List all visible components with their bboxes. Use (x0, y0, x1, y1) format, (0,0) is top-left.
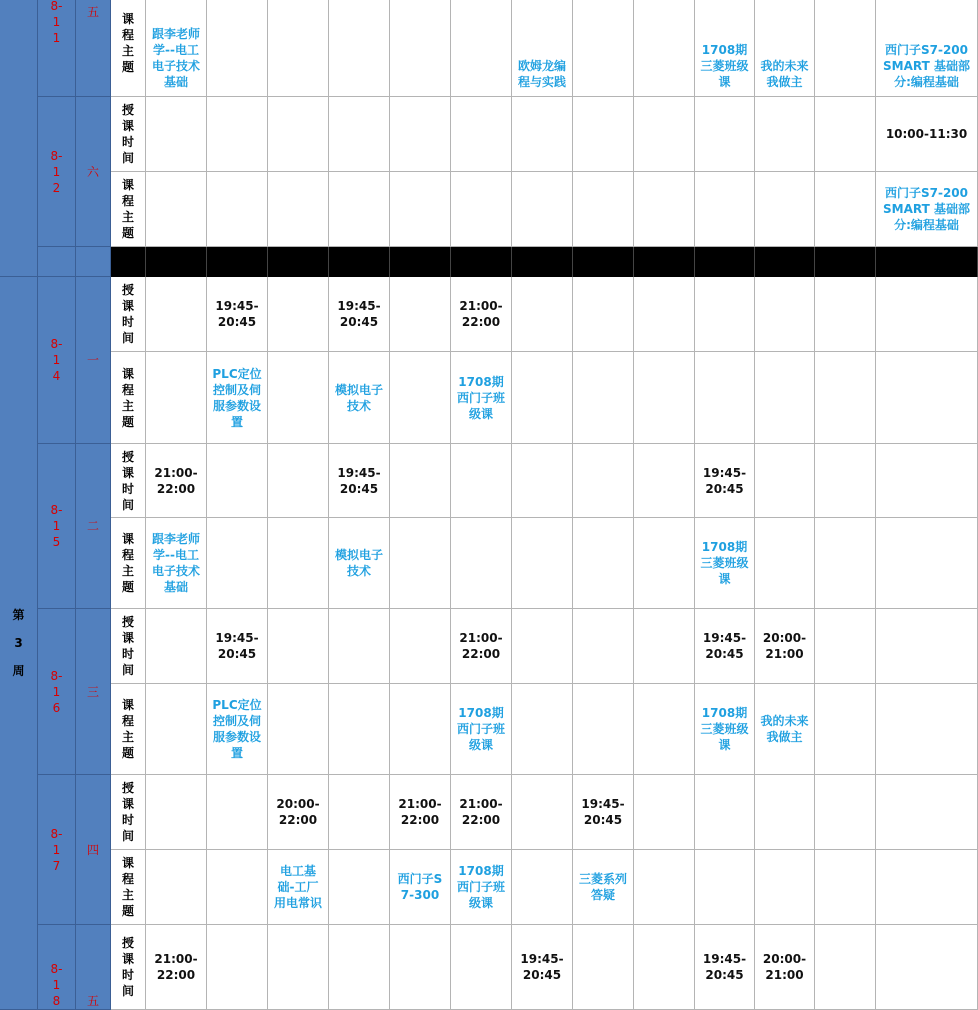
topic-cell (755, 352, 815, 444)
time-cell (390, 444, 451, 518)
time-cell (755, 277, 815, 352)
topic-cell (573, 352, 634, 444)
topic-cell (390, 518, 451, 609)
topic-cell (695, 684, 755, 775)
time-text: 19:45-20:45 (337, 299, 381, 329)
separator-cell (755, 247, 815, 277)
topic-cell (512, 850, 573, 925)
weekday-label: 三 (86, 684, 99, 699)
row-type-label (111, 925, 146, 1010)
topic-cell (695, 850, 755, 925)
topic-cell (146, 0, 207, 97)
time-cell (573, 277, 634, 352)
row-type-label (111, 277, 146, 352)
weekday-label: 五 (86, 5, 99, 19)
time-cell (876, 277, 978, 352)
topic-text: 跟李老师学--电工电子技术基础 (151, 27, 200, 89)
topic-cell (329, 352, 390, 444)
date-label: 8-17 (50, 826, 63, 873)
date-cell (38, 0, 76, 97)
topic-cell (876, 850, 978, 925)
separator-cell (815, 247, 876, 277)
time-cell (207, 925, 268, 1010)
topic-cell (268, 172, 329, 247)
topic-text: 模拟电子技术 (334, 382, 383, 413)
time-cell (451, 925, 512, 1010)
time-cell (815, 925, 876, 1010)
date-label: 8-12 (50, 148, 63, 195)
topic-text: 欧姆龙编程与实践 (517, 59, 566, 89)
separator-cell (207, 247, 268, 277)
topic-text: 跟李老师学--电工电子技术基础 (151, 532, 200, 594)
topic-cell (329, 684, 390, 775)
time-cell (512, 609, 573, 684)
date-label: 8-16 (50, 668, 63, 715)
row-type-text: 授课时间 (121, 449, 134, 512)
week-cell (0, 277, 38, 1010)
topic-cell (512, 684, 573, 775)
topic-cell (815, 172, 876, 247)
topic-cell (634, 850, 695, 925)
time-cell (329, 444, 390, 518)
time-cell (815, 444, 876, 518)
time-cell (207, 609, 268, 684)
time-cell (695, 277, 755, 352)
topic-cell (329, 0, 390, 97)
time-cell (329, 277, 390, 352)
topic-cell (329, 850, 390, 925)
weekday-cell (76, 0, 111, 97)
time-text: 20:00-21:00 (762, 952, 807, 982)
time-cell (755, 97, 815, 172)
row-type-text: 课程主题 (121, 366, 134, 429)
topic-text: 西门子S7-300 (397, 872, 443, 902)
separator-cell (146, 247, 207, 277)
time-cell (512, 444, 573, 518)
time-cell (268, 277, 329, 352)
time-cell (755, 925, 815, 1010)
topic-text: 1708期三菱班级课 (700, 706, 749, 752)
time-cell (268, 775, 329, 850)
topic-cell (451, 850, 512, 925)
date-cell (38, 97, 76, 247)
topic-cell (573, 0, 634, 97)
topic-cell (755, 684, 815, 775)
time-cell (451, 775, 512, 850)
row-type-text: 课程主题 (121, 698, 134, 760)
topic-cell (876, 684, 978, 775)
separator-cell (329, 247, 390, 277)
time-cell (329, 97, 390, 172)
row-type-label (111, 850, 146, 925)
topic-cell (755, 850, 815, 925)
topic-text: 三菱系列答疑 (578, 872, 627, 902)
row-type-label (111, 97, 146, 172)
time-cell (634, 277, 695, 352)
separator-cell (451, 247, 512, 277)
time-cell (815, 609, 876, 684)
time-text: 10:00-11:30 (885, 127, 968, 141)
time-cell (634, 775, 695, 850)
topic-text: 我的未来我做主 (760, 59, 809, 89)
topic-cell (451, 352, 512, 444)
weekday-cell (76, 925, 111, 1010)
date-cell (38, 444, 76, 609)
weekday-cell (76, 277, 111, 444)
time-cell (755, 444, 815, 518)
time-cell (329, 609, 390, 684)
time-text: 19:45-20:45 (581, 797, 625, 827)
time-cell (876, 925, 978, 1010)
time-text: 19:45-20:45 (215, 299, 259, 329)
topic-cell (695, 172, 755, 247)
date-cell (38, 609, 76, 775)
time-cell (390, 277, 451, 352)
time-cell (390, 97, 451, 172)
time-cell (876, 609, 978, 684)
date-cell (38, 775, 76, 925)
topic-cell (755, 518, 815, 609)
date-label: 8-11 (50, 0, 63, 45)
time-cell (634, 925, 695, 1010)
row-type-label (111, 444, 146, 518)
topic-cell (755, 172, 815, 247)
time-cell (329, 775, 390, 850)
topic-cell (207, 850, 268, 925)
separator-cell (390, 247, 451, 277)
separator-cell (876, 247, 978, 277)
topic-cell (390, 0, 451, 97)
topic-cell (390, 850, 451, 925)
topic-cell (207, 0, 268, 97)
time-cell (268, 444, 329, 518)
time-cell (390, 775, 451, 850)
time-text: 20:00-22:00 (276, 797, 320, 827)
row-type-text: 课程主题 (121, 178, 134, 240)
weekday-label: 六 (86, 164, 99, 179)
row-type-label (111, 684, 146, 775)
topic-cell (390, 352, 451, 444)
topic-cell (207, 172, 268, 247)
time-cell (268, 609, 329, 684)
weekday-cell (76, 97, 111, 247)
row-type-text: 课程主题 (121, 12, 134, 74)
time-cell (634, 609, 695, 684)
row-type-text: 课程主题 (121, 532, 134, 594)
weekday-label: 四 (86, 842, 99, 857)
topic-cell (634, 352, 695, 444)
topic-cell (329, 172, 390, 247)
topic-text: 1708期三菱班级课 (700, 540, 749, 586)
topic-cell (207, 518, 268, 609)
time-cell (390, 609, 451, 684)
topic-text: 1708期西门子班级课 (456, 864, 505, 910)
time-text: 21:00-22:00 (154, 465, 198, 496)
topic-cell (390, 684, 451, 775)
time-cell (876, 97, 978, 172)
time-cell (207, 277, 268, 352)
time-cell (573, 609, 634, 684)
weekday-label: 二 (86, 519, 99, 533)
time-cell (815, 775, 876, 850)
time-cell (755, 609, 815, 684)
topic-cell (573, 684, 634, 775)
topic-cell (268, 518, 329, 609)
time-cell (451, 97, 512, 172)
date-cell (38, 277, 76, 444)
time-cell (146, 925, 207, 1010)
time-cell (146, 609, 207, 684)
time-cell (695, 925, 755, 1010)
topic-cell (755, 0, 815, 97)
time-cell (695, 97, 755, 172)
time-cell (695, 775, 755, 850)
time-text: 19:45-20:45 (337, 465, 381, 496)
topic-cell (268, 850, 329, 925)
separator-cell (512, 247, 573, 277)
topic-cell (695, 352, 755, 444)
date-label: 8-15 (50, 503, 63, 549)
time-cell (146, 97, 207, 172)
time-cell (268, 97, 329, 172)
date-label: 8-14 (50, 337, 63, 383)
separator-cell (634, 247, 695, 277)
time-cell (207, 97, 268, 172)
time-cell (573, 97, 634, 172)
time-cell (512, 277, 573, 352)
topic-text: PLC定位控制及伺服参数设置 (212, 698, 262, 760)
topic-cell (815, 850, 876, 925)
topic-text: PLC定位控制及伺服参数设置 (212, 366, 262, 429)
time-text: 19:45-20:45 (215, 631, 259, 661)
time-cell (695, 444, 755, 518)
topic-cell (634, 684, 695, 775)
date-label: 8-18 (50, 962, 63, 1008)
time-cell (634, 97, 695, 172)
topic-cell (815, 518, 876, 609)
topic-cell (268, 0, 329, 97)
time-cell (268, 925, 329, 1010)
row-type-label (111, 0, 146, 97)
row-type-text: 授课时间 (121, 936, 134, 998)
topic-cell (268, 684, 329, 775)
separator-cell (111, 247, 146, 277)
topic-text: 1708期西门子班级课 (456, 374, 505, 421)
time-cell (512, 97, 573, 172)
topic-cell (207, 352, 268, 444)
separator-cell (695, 247, 755, 277)
weekday-label: 五 (86, 994, 99, 1008)
topic-cell (451, 0, 512, 97)
weekday-cell (76, 247, 111, 277)
time-cell (329, 925, 390, 1010)
topic-cell (268, 352, 329, 444)
row-type-text: 课程主题 (121, 856, 134, 918)
week-column-top (0, 0, 38, 277)
time-text: 19:45-20:45 (702, 952, 747, 982)
time-text: 21:00-22:00 (154, 952, 198, 982)
topic-cell (451, 172, 512, 247)
topic-cell (146, 352, 207, 444)
time-text: 21:00-22:00 (398, 797, 442, 827)
separator-cell (268, 247, 329, 277)
topic-cell (146, 850, 207, 925)
topic-text: 1708期三菱班级课 (700, 43, 749, 89)
row-type-text: 授课时间 (121, 781, 134, 843)
date-cell (38, 247, 76, 277)
time-cell (451, 609, 512, 684)
time-cell (815, 277, 876, 352)
time-cell (573, 925, 634, 1010)
row-type-label (111, 172, 146, 247)
time-cell (146, 444, 207, 518)
topic-cell (390, 172, 451, 247)
topic-cell (512, 172, 573, 247)
time-text: 20:00-21:00 (762, 631, 807, 661)
weekday-cell (76, 444, 111, 609)
time-cell (146, 277, 207, 352)
date-cell (38, 925, 76, 1010)
topic-cell (634, 518, 695, 609)
topic-cell (146, 684, 207, 775)
topic-cell (512, 0, 573, 97)
topic-text: 电工基础-工厂用电常识 (273, 864, 322, 910)
week-label: 第3周 (12, 608, 25, 678)
topic-cell (876, 518, 978, 609)
row-type-text: 授课时间 (121, 103, 134, 165)
row-type-label (111, 775, 146, 850)
time-cell (390, 925, 451, 1010)
topic-cell (573, 172, 634, 247)
topic-cell (451, 684, 512, 775)
row-type-text: 授课时间 (121, 283, 134, 345)
topic-cell (207, 684, 268, 775)
row-type-label (111, 518, 146, 609)
topic-text: 西门子S7-200 SMART 基础部分:编程基础 (883, 43, 970, 89)
topic-cell (815, 0, 876, 97)
topic-cell (815, 352, 876, 444)
topic-cell (876, 352, 978, 444)
time-cell (512, 925, 573, 1010)
topic-cell (634, 0, 695, 97)
time-cell (755, 775, 815, 850)
topic-cell (573, 850, 634, 925)
topic-cell (876, 0, 978, 97)
topic-cell (329, 518, 390, 609)
time-cell (876, 775, 978, 850)
time-cell (634, 444, 695, 518)
time-cell (573, 775, 634, 850)
row-type-text: 授课时间 (121, 615, 134, 677)
topic-cell (512, 518, 573, 609)
topic-cell (815, 684, 876, 775)
weekday-label: 一 (86, 353, 99, 367)
topic-cell (146, 518, 207, 609)
time-cell (876, 444, 978, 518)
time-text: 19:45-20:45 (702, 631, 747, 661)
weekday-cell (76, 609, 111, 775)
weekday-cell (76, 775, 111, 925)
topic-text: 我的未来我做主 (760, 714, 809, 744)
row-type-label (111, 609, 146, 684)
topic-text: 西门子S7-200 SMART 基础部分:编程基础 (883, 186, 970, 232)
topic-cell (146, 172, 207, 247)
time-text: 21:00-22:00 (459, 299, 503, 329)
topic-cell (573, 518, 634, 609)
topic-cell (451, 518, 512, 609)
time-cell (207, 775, 268, 850)
time-cell (146, 775, 207, 850)
topic-text: 模拟电子技术 (334, 548, 383, 578)
time-cell (815, 97, 876, 172)
time-text: 19:45-20:45 (520, 952, 564, 982)
topic-cell (695, 518, 755, 609)
topic-cell (876, 172, 978, 247)
topic-cell (695, 0, 755, 97)
time-text: 21:00-22:00 (459, 631, 503, 661)
time-cell (451, 277, 512, 352)
topic-text: 1708期西门子班级课 (456, 706, 505, 752)
row-type-label (111, 352, 146, 444)
topic-cell (634, 172, 695, 247)
time-cell (451, 444, 512, 518)
time-text: 21:00-22:00 (459, 797, 503, 827)
time-cell (573, 444, 634, 518)
time-text: 19:45-20:45 (702, 465, 747, 496)
time-cell (512, 775, 573, 850)
time-cell (695, 609, 755, 684)
time-cell (207, 444, 268, 518)
topic-cell (512, 352, 573, 444)
separator-cell (573, 247, 634, 277)
